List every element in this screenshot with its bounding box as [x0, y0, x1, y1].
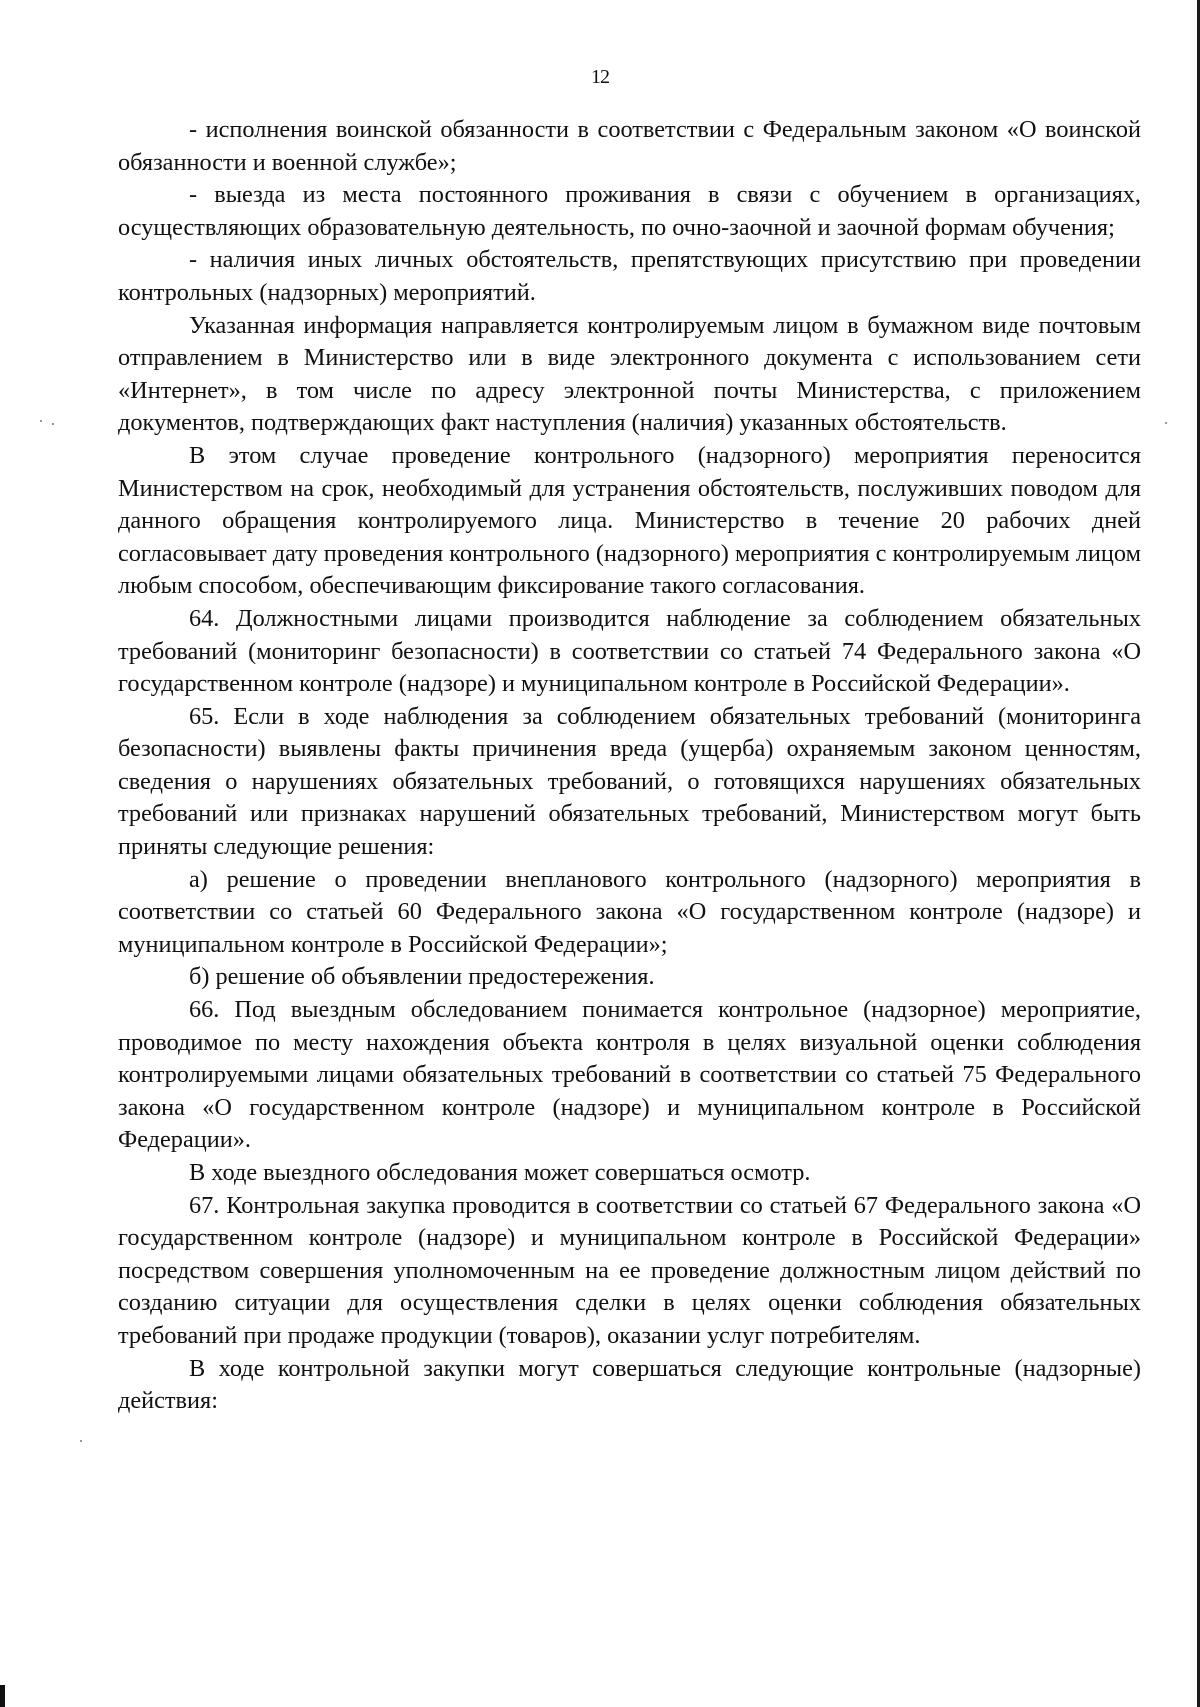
paragraph-66: 66. Под выездным обследованием понимается контрольное (надзорное) мероприятие, проводимое по месту нахождения объекта контроля в целях визуальной оценки соблюдения контролируемыми лицами обязательных требований в соответствии со статьей 75 Федерального закона «О государственном контроле (надзоре) и муниципальном контроле в Российской Федерации». [118, 996, 1141, 1154]
paragraph-65-b: б) решение об объявлении предостережения. [189, 963, 655, 991]
paragraph-64: 64. Должностными лицами производится наблюдение за соблюдением обязательных требований (мониторинг безопасности) в соответствии со статьей 74 Федерального закона «О государственном контроле (надзоре) и муниципальном контроле в Российской Федерации». [118, 604, 1141, 698]
paragraph-67-actions: В ходе контрольной закупки могут совершаться следующие контрольные (надзорные) действия: [118, 1354, 1141, 1415]
paragraph-information-sending: Указанная информация направляется контролируемым лицом в бумажном виде почтовым отправлением в Министерство или в виде электронного документа с использованием сети «Интернет», в том числе по адресу электронной почты Министерства, с приложением документов, подтверждающих факт наступления (наличия) указанных обстоятельств. [118, 311, 1141, 437]
paragraph-postponement: В этом случае проведение контрольного (надзорного) мероприятия переносится Министерством на срок, необходимый для устранения обстоятельств, послуживших поводом для данного обращения контролируемого лица. Министерство в течение 20 рабочих дней согласовывает дату проведения контрольного (надзорного) мероприятия с контролируемым лицом любым способом, обеспечивающим фиксирование такого согласования. [118, 441, 1141, 600]
paragraph-66-inspection: В ходе выездного обследования может совершаться осмотр. [189, 1159, 811, 1186]
scan-speck [52, 423, 54, 425]
paragraph-65: 65. Если в ходе наблюдения за соблюдением обязательных требований (мониторинга безопасности) выявлены факты причинения вреда (ущерба) охраняемым законом ценностям, сведения о нарушениях обязательных требований, о готовящихся нарушениях обязательных требований или признаках нарушений обязательных требований, Министерством могут быть приняты следующие решения: [118, 702, 1141, 861]
paragraph-military-duty: - исполнения воинской обязанности в соответствии с Федеральным законом «О воинской обязанности и военной службе»; [118, 116, 1141, 176]
scan-speck [1165, 422, 1167, 424]
scan-speck [80, 1440, 82, 1442]
paragraph-67: 67. Контрольная закупка проводится в соответствии со статьей 67 Федерального закона «О государственном контроле (надзоре) и муниципальном контроле в Российской Федерации» посредством совершения уполномоченным на ее проведение должностным лицом действий по созданию ситуации для осуществления сделки в целях оценки соблюдения обязательных требований при продаже продукции (товаров), оказании услуг потребителям. [118, 1191, 1141, 1349]
paragraph-personal-circumstances: - наличия иных личных обстоятельств, препятствующих присутствию при проведении контрольных (надзорных) мероприятий. [118, 246, 1141, 306]
scan-bottom-left-mark [0, 1685, 5, 1707]
page-number: 12 [591, 66, 609, 88]
document-body [118, 114, 1141, 1418]
paragraph-study-departure: - выезда из места постоянного проживания в связи с обучением в организациях, осуществляющих образовательную деятельность, по очно-заочной и заочной формам обучения; [118, 181, 1141, 241]
paragraph-65-a: а) решение о проведении внепланового контрольного (надзорного) мероприятия в соответствии со статьей 60 Федерального закона «О государственном контроле (надзоре) и муниципальном контроле в Российской Федерации»; [118, 865, 1141, 958]
scan-speck [40, 420, 42, 422]
